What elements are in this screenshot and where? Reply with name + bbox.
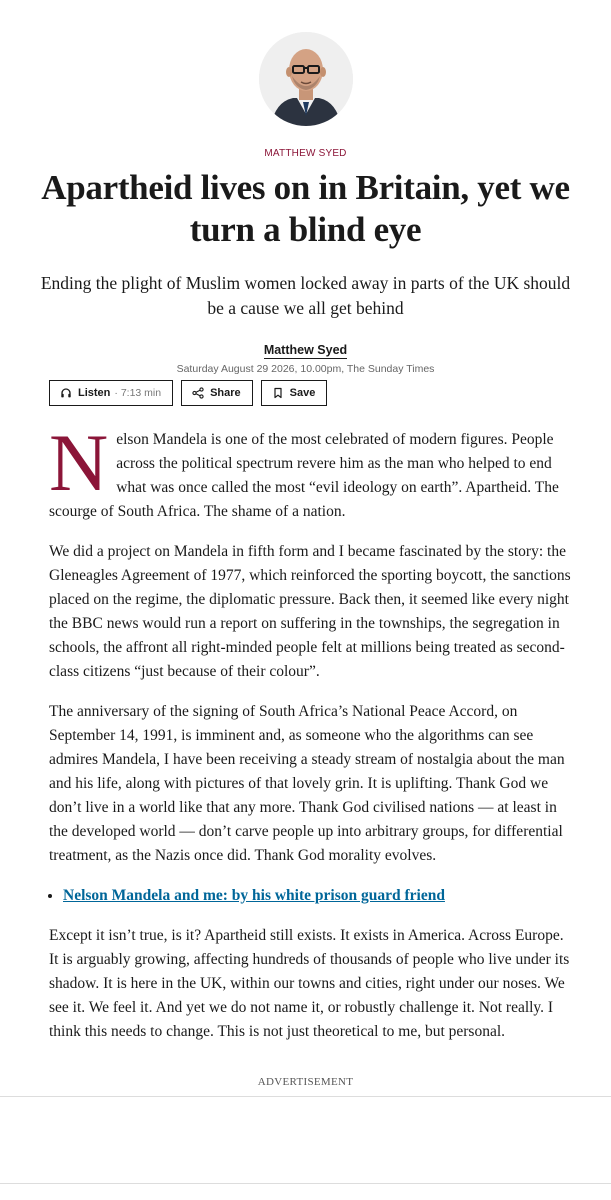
related-article-link[interactable]: Nelson Mandela and me: by his white prison guard friend — [63, 887, 445, 904]
dateline: Saturday August 29 2026, 10.00pm, The Sunday Times — [176, 363, 435, 375]
share-button[interactable] — [181, 380, 253, 406]
byline — [0, 343, 611, 357]
paragraph-3: The anniversary of the signing of South Africa’s National Peace Accord, on September 14, 1991, is imminent and, as someone who the algorithms can see admires Mandela, I have been receiving a steady stream of nostalgia about the man and his life, along with pictures of that lovely grin. It is uplifting. Thank God we don’t live in a world like that any more. Thank God civilised nations — at least in the developed world — don’t carve people up into arbitrary groups, for differential treatment, as the Nazis once did. Thank God morality evolves. — [49, 703, 565, 864]
article-toolbar — [49, 380, 327, 406]
listen-duration: · 7:13 min — [114, 387, 162, 399]
paragraph-2: We did a project on Mandela in fifth form and I became fascinated by the story: the Gleneagles Agreement of 1977, which reinforced the sporting boycott, the sanctions placed on the regime, the diplomatic pressure. Back then, it seemed like every night the BBC news would run a report on suffering in the townships, the segregation in schools, the affront all right-minded people felt at millions being treated as second-class citizens “just because of their colour”. — [49, 543, 571, 680]
share-icon — [192, 387, 204, 399]
author-link[interactable]: Matthew Syed — [263, 343, 348, 357]
article-headline: Apartheid lives on in Britain, yet we turn a blind eye — [41, 168, 570, 249]
share-label: Share — [210, 387, 241, 399]
related-links — [63, 884, 571, 908]
author-kicker[interactable]: MATTHEW SYED — [264, 148, 347, 159]
save-button[interactable] — [261, 380, 328, 406]
advertisement-slot[interactable] — [0, 1096, 611, 1184]
related-item — [63, 884, 571, 908]
article-header — [0, 0, 611, 375]
article-standfirst: Ending the plight of Muslim women locked away in parts of the UK should be a cause we all get behind — [40, 273, 571, 318]
paragraph-4: Except it isn’t true, is it? Apartheid still exists. It exists in America. Across Europe. It is arguably growing, affecting hundreds of thousands of people who live under its shadow. It is here in the UK, within our towns and cities, right under our noses. We see it. We feel it. And yet we do not name it, or robustly challenge it. Not really. I think this needs to change. This is not just theoretical to me, but personal. — [49, 927, 570, 1040]
author-avatar[interactable] — [259, 32, 353, 126]
article-body — [49, 417, 571, 1060]
listen-label: Listen — [78, 387, 111, 399]
paragraph-1-text: elson Mandela is one of the most celebrated of modern figures. People across the political spectrum revere him as the man who helped to end what was once called the most “evil ideology on earth”. Apartheid. The scourge of South Africa. The shame of a nation. — [49, 431, 559, 520]
drop-cap: N — [49, 417, 109, 508]
save-label: Save — [289, 387, 316, 399]
bookmark-icon — [272, 387, 284, 399]
advertisement-label: ADVERTISEMENT — [257, 1076, 354, 1088]
listen-button[interactable] — [49, 380, 173, 406]
paragraph-1 — [49, 417, 571, 524]
headphones-icon — [60, 387, 72, 399]
